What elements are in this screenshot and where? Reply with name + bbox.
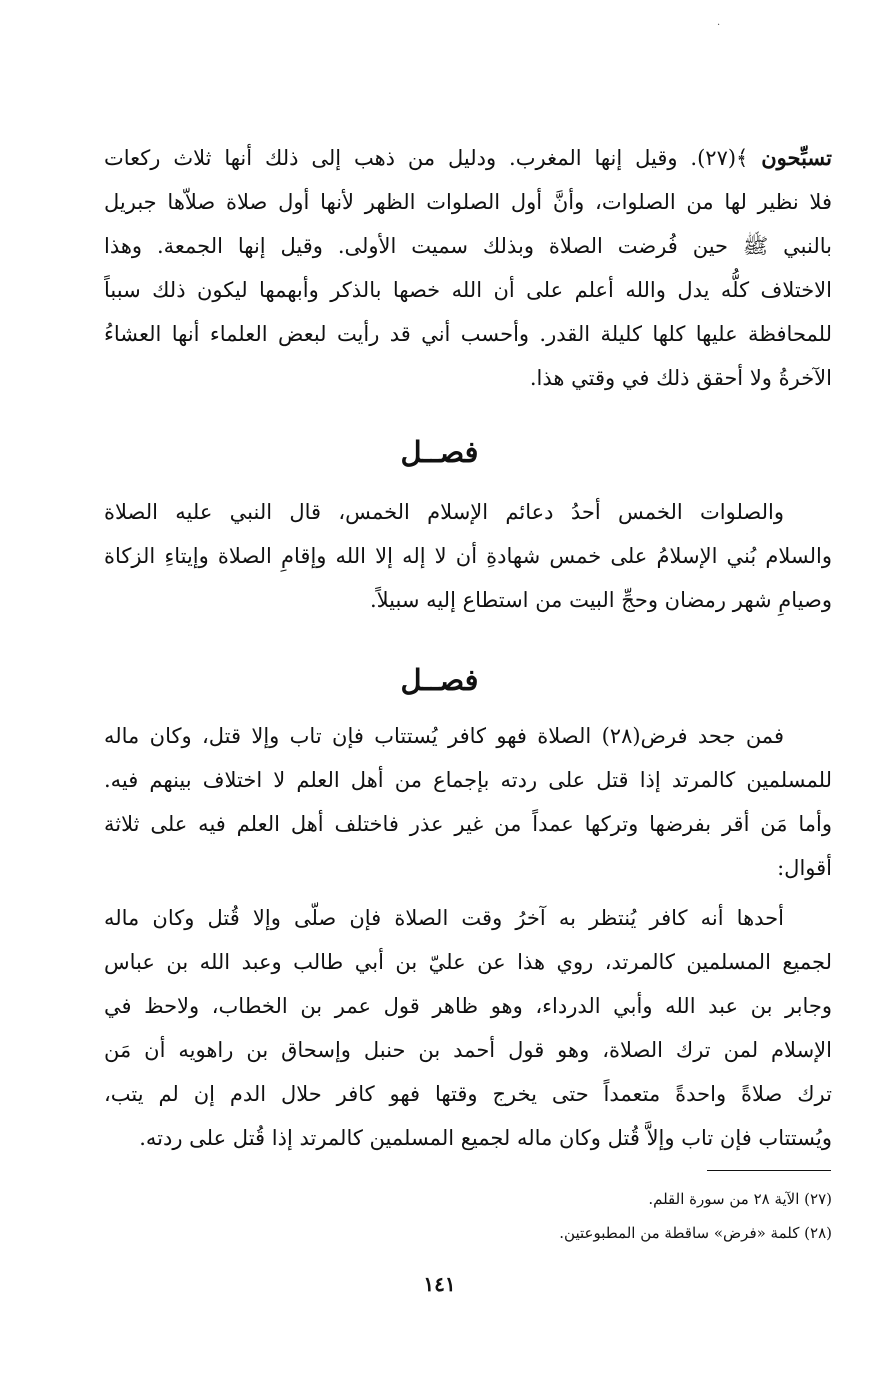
paragraph-3-line-4: أقوال: <box>777 856 832 880</box>
paragraph-3-line-1: فمن جحد فرض(٢٨) الصلاة فهو كافر يُستتاب فإن تاب وإلا قتل، وكان ماله <box>104 724 784 748</box>
footnote-divider <box>707 1170 831 1171</box>
corner-mark: · <box>717 20 721 31</box>
paragraph-2-line-3: وصيامِ شهر رمضان وحجِّ البيت من استطاع إليه سبيلاً. <box>369 588 832 612</box>
footnotes <box>300 1182 832 1250</box>
paragraph-1-line-6: الآخرةُ ولا أحقق ذلك في وقتي هذا. <box>529 366 832 390</box>
page-number: ١٤١ <box>423 1272 456 1296</box>
paragraph-4 <box>104 896 832 1160</box>
section-heading-2: فصــل <box>400 663 479 697</box>
paragraph-2 <box>104 490 832 622</box>
section-heading-1: فصــل <box>400 435 479 469</box>
paragraph-4-line-2: لجميع المسلمين كالمرتد، روي هذا عن عليّ بن أبي طالب وعبد الله بن عباس <box>104 950 832 974</box>
paragraph-4-line-4: الإسلام لمن ترك الصلاة، وهو قول أحمد بن حنبل وإسحاق بن راهويه أن مَن <box>104 1038 832 1062</box>
paragraph-3-line-2: للمسلمين كالمرتد إذا قتل على ردته بإجماع من أهل العلم لا اختلاف بينهم فيه. <box>104 768 832 792</box>
paragraph-1-line-3: بالنبي ﷺ حين فُرضت الصلاة وبذلك سميت الأولى. وقيل إنها الجمعة. وهذا <box>104 234 832 258</box>
paragraph-1-line-1-rest: ﴾(٢٧). وقيل إنها المغرب. ودليل من ذهب إلى ذلك أنها ثلاث ركعات <box>104 146 749 170</box>
paragraph-1-line-5: للمحافظة عليها كلها كليلة القدر. وأحسب أني قد رأيت لبعض العلماء أنها العشاءُ <box>104 322 832 346</box>
paragraph-4-line-5: ترك صلاةً واحدةً متعمداً حتى يخرج وقتها فهو كافر حلال الدم إن لم يتب، <box>104 1082 832 1106</box>
paragraph-3-line-3: وأما مَن أقر بفرضها وتركها عمداً من غير عذر فاختلف أهل العلم فيه على ثلاثة <box>104 812 832 836</box>
paragraph-4-line-3: وجابر بن عبد الله وأبي الدرداء، وهو ظاهر قول عمر بن الخطاب، ولاحظ في <box>104 994 832 1018</box>
paragraph-1 <box>104 136 832 400</box>
paragraph-4-line-6: ويُستتاب فإن تاب وإلاَّ قُتل وكان ماله لجميع المسلمين كالمرتد إذا قُتل على ردته. <box>139 1126 832 1150</box>
paragraph-1-line-4: الاختلاف كلُّه يدل والله أعلم على أن الله خصها بالذكر وأبهمها ليكون ذلك سبباً <box>104 278 832 302</box>
paragraph-1-line-2: فلا نظير لها من الصلوات، وأنَّ أول الصلوات الظهر لأنها أول صلاة صلاّها جبريل <box>104 190 832 214</box>
paragraph-4-line-1: أحدها أنه كافر يُنتظر به آخرُ وقت الصلاة فإن صلّى وإلا قُتل وكان ماله <box>104 906 784 930</box>
quran-word: تسبِّحون <box>761 145 832 170</box>
paragraph-2-line-2: والسلام بُني الإسلامُ على خمس شهادةِ أن لا إله إلا الله وإقامِ الصلاة وإيتاءِ الزكاة <box>104 544 832 568</box>
paragraph-1-line-1 <box>104 136 832 180</box>
paragraph-3 <box>104 714 832 890</box>
footnote-27: (٢٧) الآية ٢٨ من سورة القلم. <box>648 1190 832 1208</box>
paragraph-2-line-1: والصلوات الخمس أحدُ دعائم الإسلام الخمس، قال النبي عليه الصلاة <box>104 500 784 524</box>
footnote-28: (٢٨) كلمة «فرض» ساقطة من المطبوعتين. <box>559 1224 832 1242</box>
